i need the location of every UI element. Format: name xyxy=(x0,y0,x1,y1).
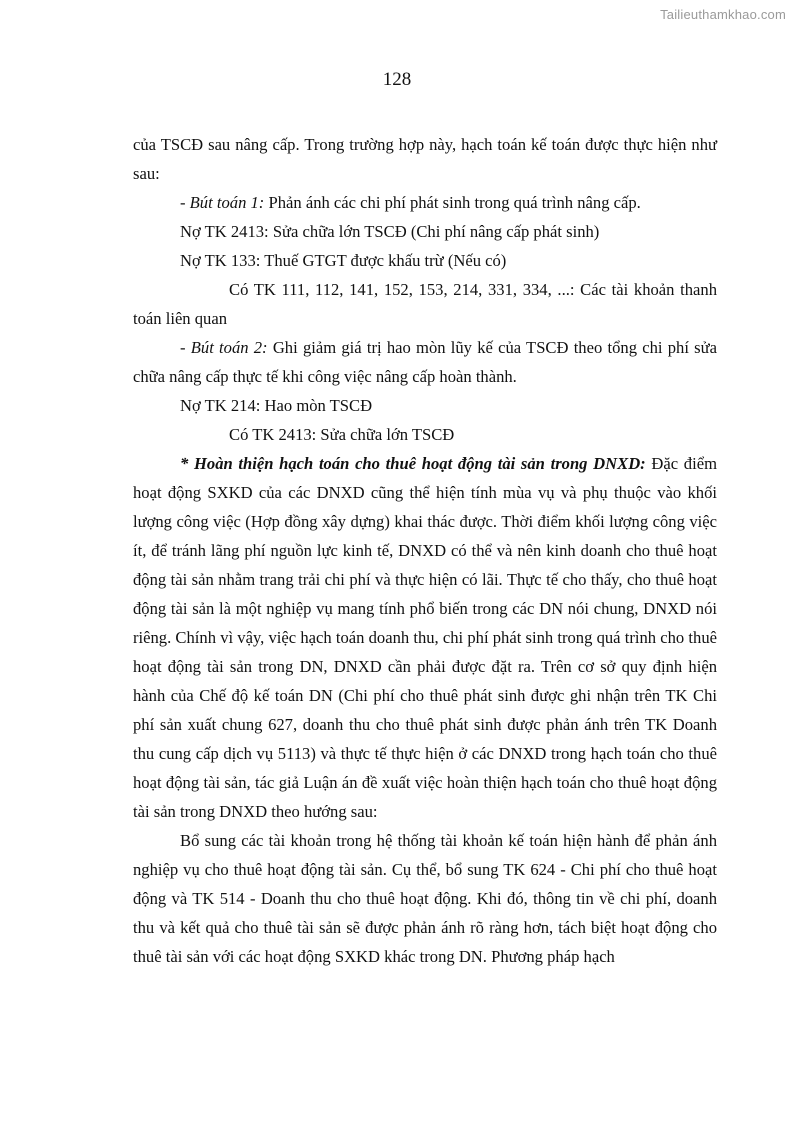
entry-1-label: - Bút toán 1: xyxy=(180,193,265,212)
paragraph-entry-1 xyxy=(133,188,717,217)
entry-1-text: Phản ánh các chi phí phát sinh trong quá trình nâng cấp. xyxy=(264,193,641,212)
credit-line-2413: Có TK 2413: Sửa chữa lớn TSCĐ xyxy=(229,425,455,444)
paragraph-intro: của TSCĐ sau nâng cấp. Trong trường hợp này, hạch toán kế toán được thực hiện như sau: xyxy=(133,135,717,183)
debit-line-214: Nợ TK 214: Hao mòn TSCĐ xyxy=(180,396,373,415)
watermark-text: Tailieuthamkhao.com xyxy=(660,7,786,22)
paragraph-operating-lease xyxy=(133,449,717,826)
entry-2-text: Ghi giảm giá trị hao mòn lũy kế của TSCĐ theo tổng chi phí sửa chữa nâng cấp thực tế khi công việc nâng cấp hoàn thành. xyxy=(133,338,717,386)
credit-line-accounts: Có TK 111, 112, 141, 152, 153, 214, 331, 334, ...: Các tài khoản thanh toán liên quan xyxy=(133,280,717,328)
document-body xyxy=(133,130,717,971)
debit-line-2413: Nợ TK 2413: Sửa chữa lớn TSCĐ (Chi phí nâng cấp phát sinh) xyxy=(180,222,600,241)
paragraph-entry-2 xyxy=(133,333,717,391)
page-number: 128 xyxy=(382,69,412,90)
entry-2-label: - Bút toán 2: xyxy=(180,338,268,357)
section-heading: * Hoàn thiện hạch toán cho thuê hoạt động tài sản trong DNXD: xyxy=(180,454,646,473)
section-body: Đặc điểm hoạt động SXKD của các DNXD cũng thể hiện tính mùa vụ và phụ thuộc vào khối lượng công việc (Hợp đồng xây dựng) khai thác được. Thời điểm khối lượng công việc ít, để tránh lãng phí nguồn lực kinh tế, DNXD có thể và nên kinh doanh cho thuê hoạt động tài sản nhằm trang trải chi phí và thực hiện có lãi. Thực tế cho thấy, cho thuê hoạt động tài sản là một nghiệp vụ mang tính phổ biến trong các DN nói chung, DNXD nói riêng. Chính vì vậy, việc hạch toán doanh thu, chi phí phát sinh trong quá trình cho thuê hoạt động tài sản trong DN, DNXD cần phải được đặt ra. Trên cơ sở quy định hiện hành của Chế độ kế toán DN (Chi phí cho thuê phát sinh được ghi nhận trên TK Chi phí sản xuất chung 627, doanh thu cho thuê phát sinh được phản ánh trên TK Doanh thu cung cấp dịch vụ 5113) và thực tế thực hiện ở các DNXD trong hạch toán cho thuê hoạt động tài sản, tác giả Luận án đề xuất việc hoàn thiện hạch toán cho thuê hoạt động tài sản trong DNXD theo hướng sau: xyxy=(133,454,717,821)
debit-line-133: Nợ TK 133: Thuế GTGT được khấu trừ (Nếu có) xyxy=(180,251,507,270)
paragraph-additional-accounts: Bổ sung các tài khoản trong hệ thống tài khoản kế toán hiện hành để phản ánh nghiệp vụ cho thuê hoạt động tài sản. Cụ thể, bổ sung TK 624 - Chi phí cho thuê hoạt động và TK 514 - Doanh thu cho thuê hoạt động. Khi đó, thông tin về chi phí, doanh thu và kết quả cho thuê tài sản sẽ được phản ánh rõ ràng hơn, tách biệt hoạt động cho thuê tài sản với các hoạt động SXKD khác trong DN. Phương pháp hạch xyxy=(133,831,717,966)
